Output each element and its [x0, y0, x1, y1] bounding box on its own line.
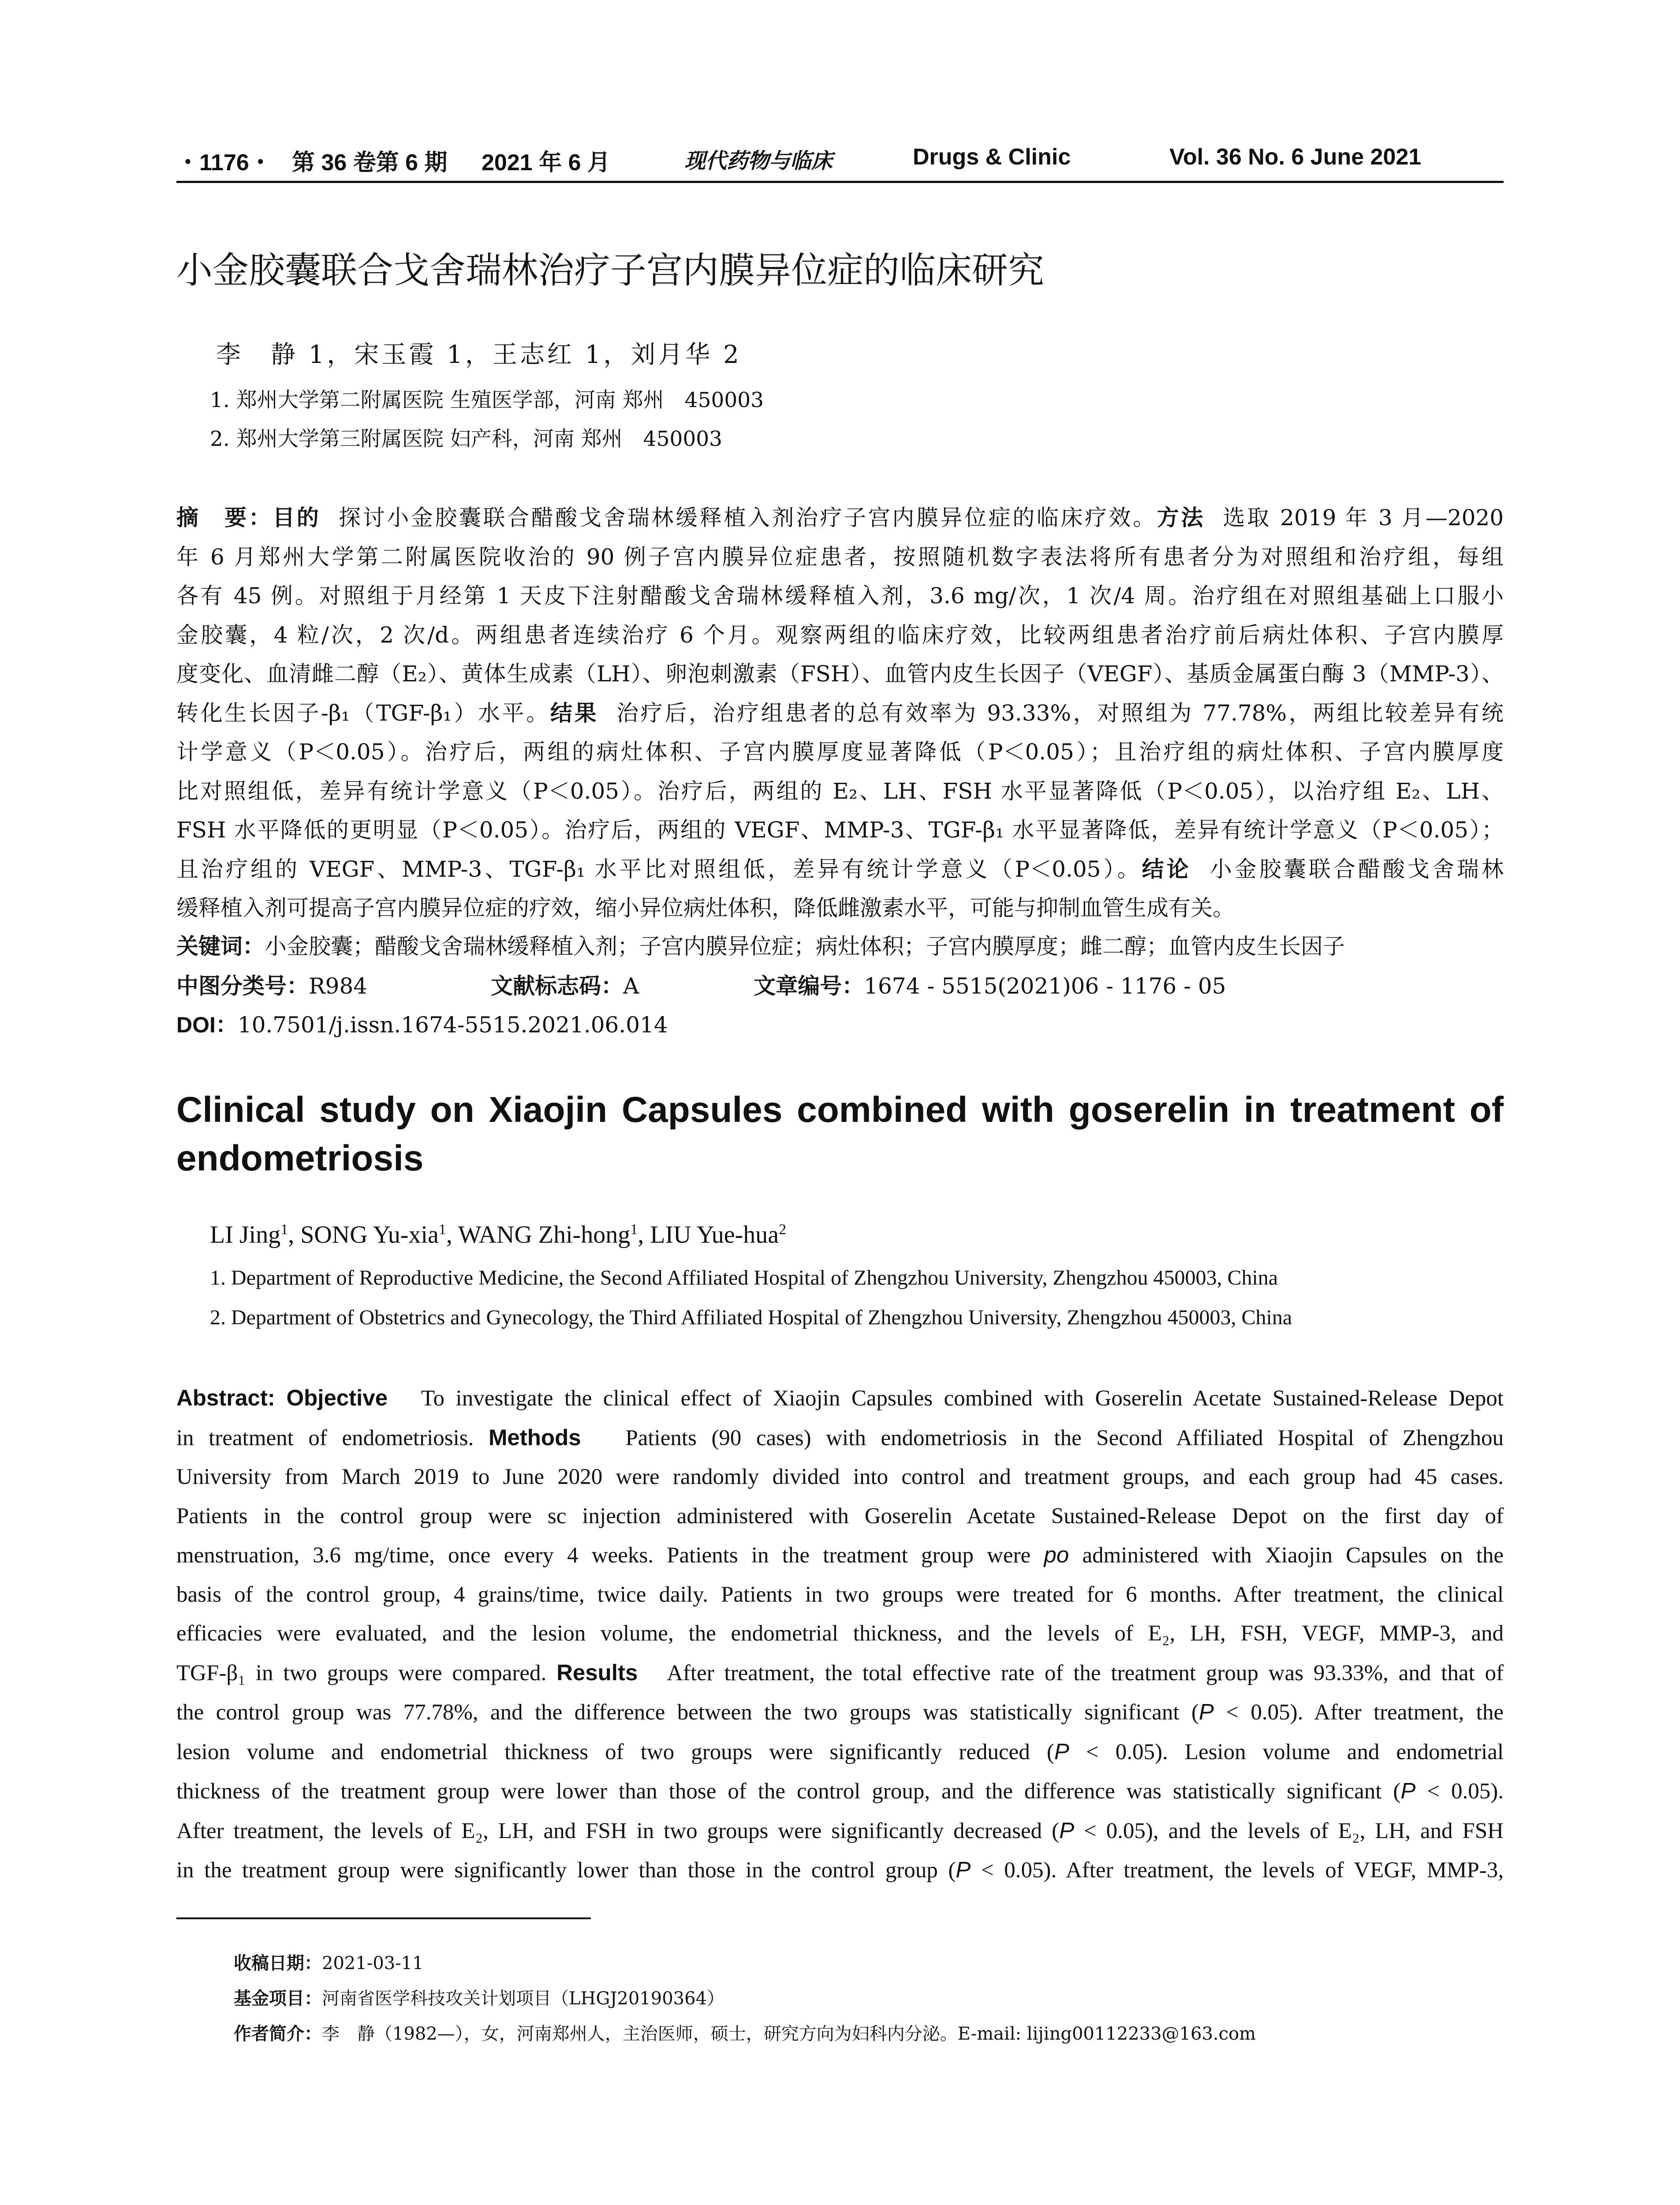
objective-cn-text: 探讨小金胶囊联合醋酸戈舍瑞林缓释植入剂治疗子宫内膜异位症的临床疗效。: [336, 505, 1157, 531]
p-italic: P: [1054, 1738, 1069, 1764]
clc-label: 中图分类号：: [176, 973, 309, 999]
methods-cn-text: 转化生长因子-β₁（TGF-β₁）水平。: [176, 700, 550, 726]
article-no-label: 文章编号：: [754, 973, 864, 999]
abstract-cn-line: [176, 498, 1504, 538]
header-page-number: ・1176・: [176, 150, 272, 176]
authors-cn: 李 静 1，宋玉霞 1，王志红 1，刘月华 2: [216, 340, 742, 369]
abstract-cn-line: 缓释植入剂可提高子宫内膜异位症的疗效，缩小异位病灶体积，降低雌激素水平，可能与抑制血管生成有关。: [176, 895, 1235, 921]
author-en: LIU Yue-hua: [650, 1221, 779, 1248]
abstract-en-line: Patients in the control group were sc injection administered with Goserelin Acetate Sustained-Release Depot on the first day of: [176, 1503, 1504, 1529]
abstract-en-line: [176, 1811, 1504, 1851]
abstract-cn-line: 年 6 月郑州大学第二附属医院收治的 90 例子宫内膜异位症患者，按照随机数字表法将所有患者分为对照组和治疗组，每组: [176, 544, 1504, 570]
methods-cn-text: 选取 2019 年 3 月—2020: [1221, 505, 1504, 531]
p-italic: P: [1400, 1778, 1416, 1803]
abstract-cn-line: [176, 694, 1504, 733]
abstract-en-label: Abstract:: [176, 1385, 275, 1410]
abstract-en-line: [176, 1418, 1504, 1458]
abstract-en-text: < 0.05), and the levels of E₂, LH, and FSH: [1074, 1818, 1504, 1843]
abstract-cn-line: [176, 850, 1504, 889]
author-aff: 1: [280, 1221, 288, 1238]
keywords-cn: [176, 929, 1345, 960]
abstract-en-line: University from March 2019 to June 2020 were randomly divided into control and treatment groups, and each group had 45 cases.: [176, 1465, 1504, 1489]
abstract-en-text: in the treatment group were significantly lower than those in the control group (: [176, 1858, 956, 1883]
abstract-cn-line: 计学意义（P＜0.05）。治疗后，两组的病灶体积、子宫内膜厚度显著降低（P＜0.05）；且治疗组的病灶体积、子宫内膜厚度: [176, 739, 1504, 765]
header-volume-cn: 第 36 卷第 6 期: [292, 150, 448, 176]
author-aff: 1: [438, 1221, 446, 1238]
author-en: LI Jing: [210, 1221, 281, 1248]
results-cn-text: 且治疗组的 VEGF、MMP-3、TGF-β₁ 水平比对照组低，差异有统计学意义（P＜0.05）。: [176, 856, 1142, 882]
conclusion-cn-label: 结论: [1142, 856, 1191, 882]
p-italic: P: [1059, 1817, 1075, 1843]
header-journal-cn: 现代药物与临床: [684, 149, 833, 173]
abstract-en-line: basis of the control group, 4 grains/time, twice daily. Patients in two groups were treated for 6 months. After treatment, the clinical: [176, 1582, 1504, 1607]
title-en-line: endometriosis: [176, 1138, 424, 1178]
abstract-en-text: After treatment, the total effective rate of the treatment group was 93.33%, and that of: [667, 1660, 1504, 1686]
abstract-en-text: lesion volume and endometrial thickness of two groups were significantly reduced (: [176, 1739, 1054, 1764]
affiliation-cn-2: 2. 郑州大学第三附属医院 妇产科，河南 郑州 450003: [210, 427, 723, 451]
abstract-cn-label: 摘 要：: [176, 505, 273, 531]
abstract-en-line: [176, 1653, 1504, 1693]
doc-code-label: 文献标志码：: [491, 973, 623, 999]
header-volume-en: Vol. 36 No. 6 June 2021: [1169, 144, 1422, 170]
footnote-author: [234, 2020, 1256, 2045]
clc-value: R984: [309, 973, 368, 999]
title-en-line: Clinical study on Xiaojin Capsules combined with goserelin in treatment of: [176, 1090, 1504, 1130]
objective-cn-label: 目的: [273, 505, 321, 531]
abstract-en-line: [176, 1379, 1504, 1418]
abstract-en-text: < 0.05).: [1415, 1779, 1504, 1804]
abstract-en-text: thickness of the treatment group were lower than those of the control group, and the difference was statistically significant (: [176, 1779, 1401, 1804]
abstract-en-line: [176, 1536, 1504, 1575]
p-italic: P: [1198, 1699, 1214, 1724]
author-bio-text: 李 静（1982—），女，河南郑州人，主治医师，硕士，研究方向为妇科内分泌。E-mail: lijing00112233@163.com: [322, 2024, 1256, 2044]
conclusion-cn-text: 小金胶囊联合醋酸戈舍瑞林: [1207, 856, 1504, 882]
footnote-fund: [234, 1984, 724, 2010]
header-date-cn: 2021 年 6 月: [482, 150, 610, 176]
abstract-cn-line: FSH 水平降低的更明显（P＜0.05）。治疗后，两组的 VEGF、MMP-3、TGF-β₁ 水平显著降低，差异有统计学意义（P＜0.05）；: [176, 817, 1504, 843]
footnote-received: [234, 1949, 424, 1974]
affiliation-cn-1: 1. 郑州大学第二附属医院 生殖医学部，河南 郑州 450003: [210, 388, 764, 412]
doi-label: DOI：: [176, 1013, 238, 1037]
po-italic: po: [1044, 1542, 1069, 1567]
abstract-en-line: [176, 1850, 1504, 1890]
classification-line: [176, 968, 1226, 1000]
results-cn-label: 结果: [550, 700, 599, 726]
results-cn-text: 治疗后，治疗组患者的总有效率为 93.33%，对照组为 77.78%，两组比较差异有统: [614, 700, 1504, 726]
abstract-en-text: Patients (90 cases) with endometriosis in the Second Affiliated Hospital of Zhengzhou: [625, 1425, 1504, 1450]
title-en: [176, 1086, 1504, 1183]
author-en: SONG Yu-xia: [300, 1221, 439, 1248]
abstract-cn-line: 各有 45 例。对照组于月经第 1 天皮下注射醋酸戈舍瑞林缓释植入剂，3.6 mg/次，1 次/4 周。治疗组在对照组基础上口服小: [176, 583, 1504, 609]
keywords-cn-text: 小金胶囊；醋酸戈舍瑞林缓释植入剂；子宫内膜异位症；病灶体积；子宫内膜厚度；雌二醇；血管内皮生长因子: [265, 934, 1345, 959]
header-journal-en: Drugs & Clinic: [913, 144, 1071, 170]
affiliation-en-2: 2. Department of Obstetrics and Gynecology, the Third Affiliated Hospital of Zhengzhou University, Zhengzhou 450003, China: [210, 1306, 1292, 1329]
abstract-cn: [176, 498, 1504, 928]
abstract-en-text: the control group was 77.78%, and the difference between the two groups was statistically significant (: [176, 1700, 1199, 1725]
title-cn: 小金胶囊联合戈舍瑞林治疗子宫内膜异位症的临床研究: [176, 250, 1045, 292]
received-label: 收稿日期：: [234, 1953, 322, 1973]
abstract-cn-line: 比对照组低，差异有统计学意义（P＜0.05）。治疗后，两组的 E₂、LH、FSH 水平显著降低（P＜0.05），以治疗组 E₂、LH、: [176, 778, 1504, 804]
objective-en-label: Objective: [286, 1385, 388, 1410]
abstract-en-text: < 0.05). Lesion volume and endometrial: [1069, 1739, 1504, 1764]
received-date: 2021-03-11: [322, 1953, 424, 1973]
abstract-en-text: TGF-β₁ in two groups were compared.: [176, 1660, 547, 1686]
authors-en: LI Jing$^1$, SONG Yu-xia$^1$, WANG Zhi-hong$^1$, LIU Yue-hua$^2$: [210, 1221, 787, 1248]
abstract-en-line: efficacies were evaluated, and the lesion volume, the endometrial thickness, and the levels of E₂, LH, FSH, VEGF, MMP-3, and: [176, 1621, 1504, 1646]
author-aff: 1: [630, 1221, 638, 1238]
article-no-value: 1674 - 5515(2021)06 - 1176 - 05: [864, 973, 1226, 999]
affiliation-en-1: 1. Department of Reproductive Medicine, the Second Affiliated Hospital of Zhengzhou University, Zhengzhou 450003, China: [210, 1266, 1278, 1289]
abstract-en-text: After treatment, the levels of E₂, LH, and FSH in two groups were significantly decreased (: [176, 1818, 1060, 1843]
running-header: [176, 140, 1504, 183]
abstract-en: [176, 1379, 1504, 1890]
doi-value: 10.7501/j.issn.1674-5515.2021.06.014: [237, 1012, 668, 1038]
fund-label: 基金项目：: [234, 1988, 322, 2009]
p-italic: P: [956, 1857, 971, 1882]
doi-line: [176, 1007, 668, 1039]
methods-cn-label: 方法: [1157, 505, 1205, 531]
author-en: WANG Zhi-hong: [458, 1221, 631, 1248]
methods-en-label: Methods: [488, 1424, 581, 1450]
abstract-cn-line: 度变化、血清雌二醇（E₂）、黄体生成素（LH）、卵泡刺激素（FSH）、血管内皮生长因子（VEGF）、基质金属蛋白酶 3（MMP-3）、: [176, 661, 1504, 687]
abstract-en-line: [176, 1771, 1504, 1811]
abstract-en-text: administered with Xiaojin Capsules on the: [1082, 1543, 1504, 1568]
fund-text: 河南省医学科技攻关计划项目（LHGJ20190364）: [322, 1988, 725, 2009]
author-bio-label: 作者简介：: [234, 2024, 322, 2044]
results-en-label: Results: [556, 1659, 638, 1685]
author-aff: 2: [779, 1221, 787, 1238]
abstract-en-text: < 0.05). After treatment, the: [1213, 1700, 1504, 1725]
abstract-en-line: [176, 1693, 1504, 1732]
footnote-divider: [176, 1917, 591, 1919]
abstract-cn-line: 金胶囊，4 粒/次，2 次/d。两组患者连续治疗 6 个月。观察两组的临床疗效，比较两组患者治疗前后病灶体积、子宫内膜厚: [176, 622, 1504, 648]
abstract-en-text: < 0.05). After treatment, the levels of VEGF, MMP-3,: [971, 1858, 1504, 1883]
keywords-cn-label: 关键词：: [176, 934, 265, 959]
abstract-en-text: menstruation, 3.6 mg/time, once every 4 weeks. Patients in the treatment group were: [176, 1543, 1031, 1568]
doc-code-value: A: [623, 973, 639, 999]
abstract-en-text: in treatment of endometriosis.: [176, 1425, 474, 1450]
objective-en-text: To investigate the clinical effect of Xiaojin Capsules combined with Goserelin Acetate Sustained-Release Depot: [421, 1386, 1504, 1411]
abstract-en-line: [176, 1732, 1504, 1772]
